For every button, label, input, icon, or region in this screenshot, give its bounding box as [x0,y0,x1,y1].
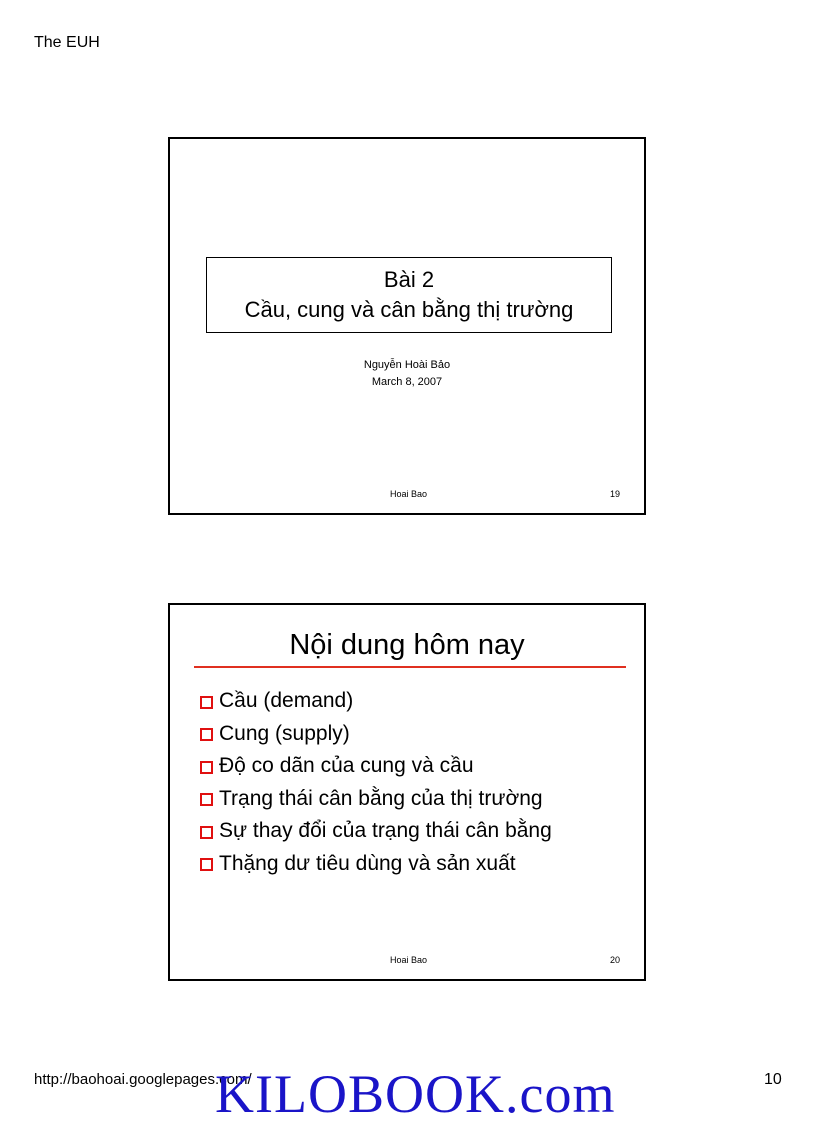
slide-number: 19 [610,489,621,499]
checkbox-bullet-icon [200,696,213,709]
checkbox-bullet-icon [200,793,213,806]
slide-number: 20 [610,955,621,965]
checkbox-bullet-icon [200,826,213,839]
author-name: Nguyễn Hoài Bảo [363,359,451,371]
heading-divider [194,666,626,668]
list-item: Độ co dãn của cung và cầu [200,750,552,783]
lesson-title: Cầu, cung và cân bằng thị trường [244,297,574,322]
slide-19 [168,137,646,515]
lesson-number: Bài 2 [383,267,435,292]
list-item: Cung (supply) [200,718,552,751]
slide-heading: Nội dung hôm nay [289,629,525,661]
slide-footer [170,955,644,969]
kilobook-watermark: KILOBOOK.com [215,1064,616,1124]
list-item: Sự thay đổi của trạng thái cân bằng [200,815,552,848]
checkbox-bullet-icon [200,858,213,871]
slide-footer-author: Hoai Bao [390,489,428,499]
list-item: Thặng dư tiêu dùng và sản xuất [200,848,552,881]
list-item: Cầu (demand) [200,685,552,718]
slide-footer-author: Hoai Bao [390,955,428,965]
slide-20 [168,603,646,981]
checkbox-bullet-icon [200,728,213,741]
presentation-date: March 8, 2007 [371,376,443,388]
source-url: http://baohoai.googlepages.com/ [34,1071,252,1088]
author-block [170,357,644,391]
slide-title-box [206,257,612,333]
page-number: 10 [764,1071,782,1088]
agenda-list [200,685,552,880]
list-item: Trạng thái cân bằng của thị trường [200,783,552,816]
checkbox-bullet-icon [200,761,213,774]
slide-footer [170,489,644,503]
document-header: The EUH [34,34,100,51]
